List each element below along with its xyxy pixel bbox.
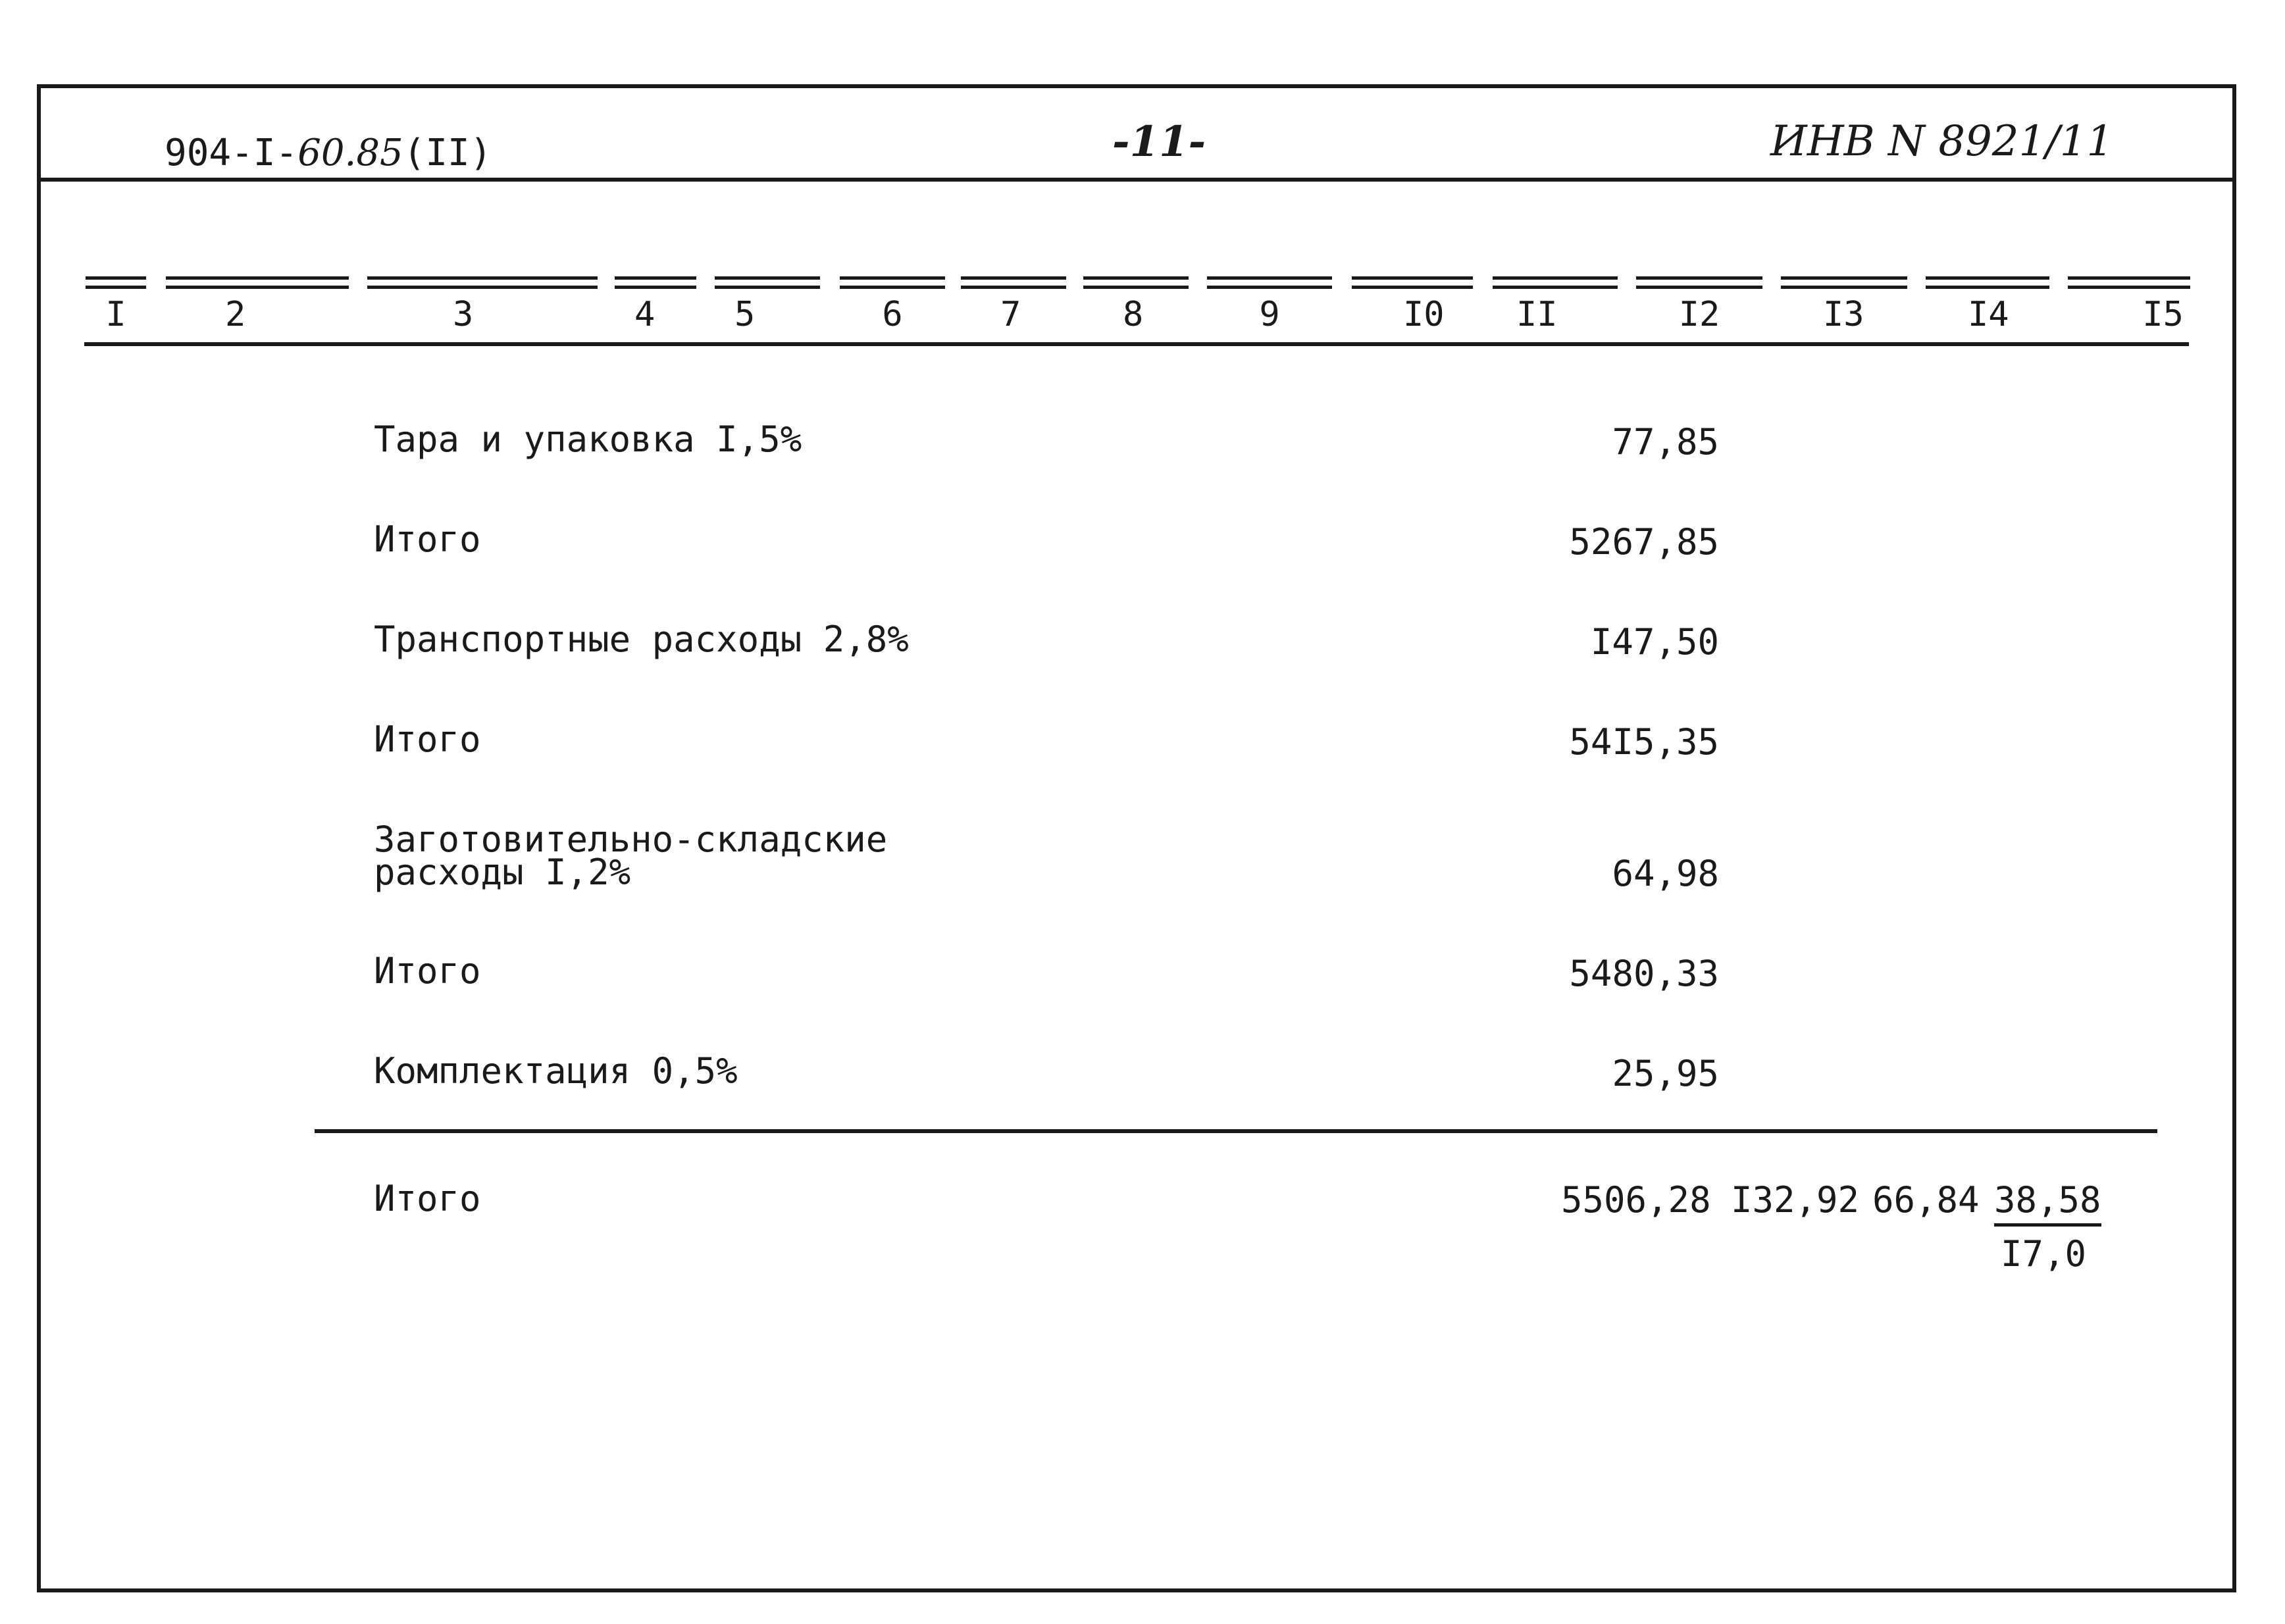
column-number: 3 [453,295,474,334]
total-label: Итого [374,1178,481,1219]
column-header-7 [961,270,1066,342]
column-number: I5 [2142,295,2184,334]
column-header-1 [86,270,146,342]
column-header-rule [84,342,2189,346]
column-number: I4 [1968,295,2009,334]
column-number: 4 [634,295,655,334]
row-label-completion: Комплектация 0,5% [374,1050,738,1092]
column-number: 7 [1000,295,1021,334]
row-label-procurement-line-2: расходы I,2% [374,851,631,893]
column-number: 9 [1259,295,1280,334]
total-value-col14: 38,58 [1994,1179,2101,1227]
column-number: 6 [882,295,903,334]
column-header-4 [615,270,696,342]
column-header-13 [1781,270,1907,342]
column-header-10 [1352,270,1473,342]
row-value-subtotal-1: 5267,85 [1569,521,1719,563]
document-code [165,132,492,174]
row-value-procurement: 64,98 [1612,853,1719,894]
column-header-2 [166,270,349,342]
column-header-15 [2068,270,2190,342]
column-header-8 [1083,270,1189,342]
column-header-12 [1636,270,1762,342]
row-label-transport: Транспортные расходы 2,8% [374,619,909,660]
column-number: I3 [1823,295,1864,334]
column-header-3 [367,270,598,342]
row-value-transport: I47,50 [1590,621,1719,663]
column-number: II [1516,295,1558,334]
total-value-col14-below: I7,0 [2001,1233,2087,1275]
row-value-completion: 25,95 [1612,1053,1719,1094]
column-number: I2 [1678,295,1720,334]
inventory-number: ИНВ N 8921/11 [1770,117,2114,166]
column-header-9 [1207,270,1332,342]
column-header-6 [840,270,945,342]
doc-code-suffix: (II) [403,132,492,174]
row-label-subtotal-2: Итого [374,719,481,760]
row-value-packaging: 77,85 [1612,421,1719,463]
row-label-packaging: Тара и упаковка I,5% [374,419,802,460]
column-header-11 [1493,270,1618,342]
column-number: I [105,295,126,334]
column-header-14 [1926,270,2049,342]
row-label-subtotal-3: Итого [374,950,481,992]
total-value-col13: 66,84 [1872,1179,1980,1221]
column-number: 8 [1123,295,1144,334]
row-value-subtotal-3: 5480,33 [1569,953,1719,994]
header-divider [41,178,2232,182]
column-header-5 [715,270,820,342]
column-number: 2 [225,295,246,334]
column-number: I0 [1403,295,1445,334]
doc-code-prefix: 904-I- [165,132,298,174]
column-number: 5 [734,295,756,334]
row-label-procurement-line-1: Заготовительно-складские [374,819,888,860]
row-label-subtotal-1: Итого [374,519,481,560]
total-value-col12: I32,92 [1731,1179,1860,1221]
row-value-subtotal-2: 54I5,35 [1569,721,1719,763]
doc-code-handwritten: 60.85 [297,132,403,174]
total-value-col11: 5506,28 [1561,1179,1711,1221]
page-number: -11- [1112,117,1206,166]
total-rule [315,1129,2157,1133]
